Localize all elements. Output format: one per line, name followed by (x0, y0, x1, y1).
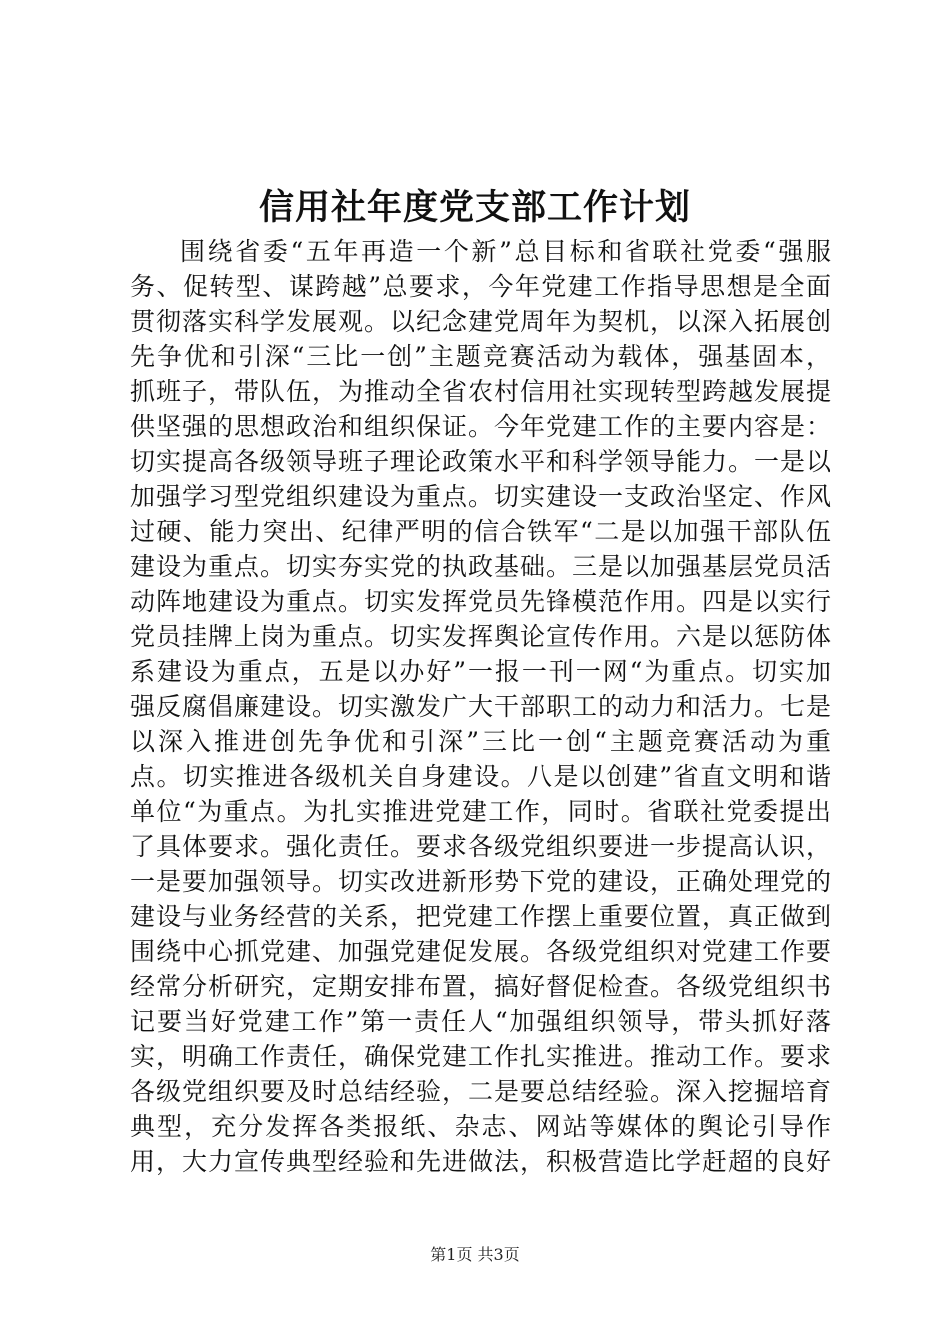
document-body: 围绕省委“五年再造一个新”总目标和省联社党委“强服务、促转型、谋跨越”总要求，今年党建工作指导思想是全面贯彻落实科学发展观。以纪念建党周年为契机，以深入拓展创先争优和引深“三比一创”主题竞赛活动为载体，强基固本，抓班子，带队伍，为推动全省农村信用社实现转型跨越发展提供坚强的思想政治和组织保证。今年党建工作的主要内容是：切实提高各级领导班子理论政策水平和科学领导能力。一是以加强学习型党组织建设为重点。切实建设一支政治坚定、作风过硬、能力突出、纪律严明的信合铁军“二是以加强干部队伍建设为重点。切实夯实党的执政基础。三是以加强基层党员活动阵地建设为重点。切实发挥党员先锋模范作用。四是以实行党员挂牌上岗为重点。切实发挥舆论宣传作用。六是以惩防体系建设为重点，五是以办好”一报一刊一网“为重点。切实加强反腐倡廉建设。切实激发广大干部职工的动力和活力。七是以深入推进创先争优和引深”三比一创“主题竞赛活动为重点。切实推进各级机关自身建设。八是以创建”省直文明和谐单位“为重点。为扎实推进党建工作，同时。省联社党委提出了具体要求。强化责任。要求各级党组织要进一步提高认识，一是要加强领导。切实改进新形势下党的建设，正确处理党的建设与业务经营的关系，把党建工作摆上重要位置，真正做到围绕中心抓党建、加强党建促发展。各级党组织对党建工作要经常分析研究，定期安排布置，搞好督促检查。各级党组织书记要当好党建工作”第一责任人“加强组织领导，带头抓好落实，明确工作责任，确保党建工作扎实推进。推动工作。要求各级党组织要及时总结经验，二是要总结经验。深入挖掘培育典型，充分发挥各类报纸、杂志、网站等媒体的舆论引导作用，大力宣传典型经验和先进做法，积极营造比学赶超的良好 (130, 237, 832, 1176)
page-footer: 第1页 共3页 (430, 1245, 520, 1264)
document-title: 信用社年度党支部工作计划 (258, 187, 691, 228)
